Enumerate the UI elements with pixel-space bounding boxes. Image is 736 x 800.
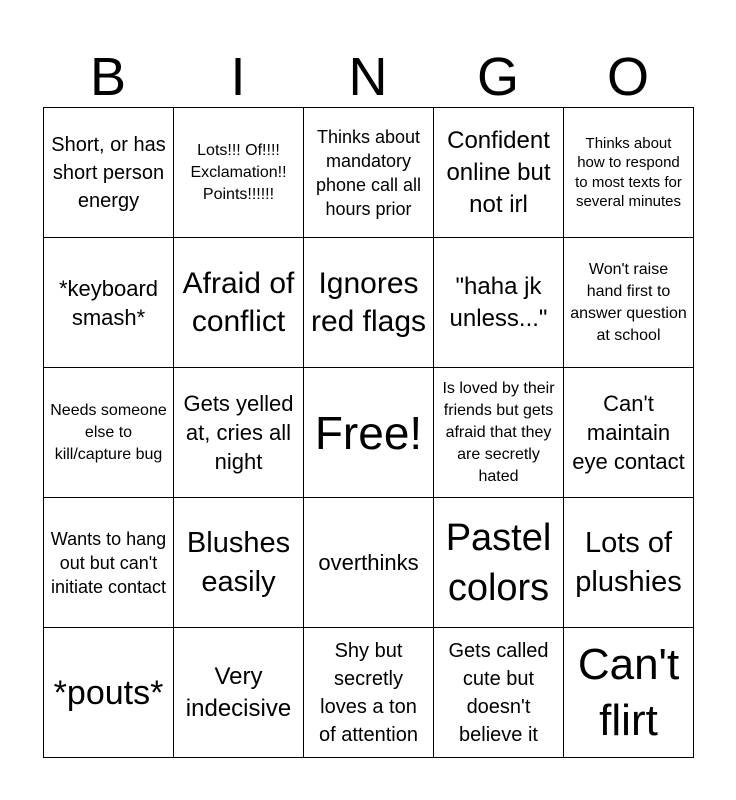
bingo-header bbox=[43, 48, 693, 106]
bingo-cell[interactable]: Can't flirt bbox=[564, 628, 694, 758]
bingo-cell[interactable]: Blushes easily bbox=[174, 498, 304, 628]
board-row bbox=[44, 368, 694, 498]
bingo-cell[interactable]: Confident online but not irl bbox=[434, 108, 564, 238]
bingo-cell[interactable]: Short, or has short person energy bbox=[44, 108, 174, 238]
board-row bbox=[44, 498, 694, 628]
bingo-cell[interactable]: "haha jk unless..." bbox=[434, 238, 564, 368]
bingo-cell[interactable]: Ignores red flags bbox=[304, 238, 434, 368]
header-letter-i: I bbox=[230, 47, 246, 107]
bingo-cell[interactable]: Gets yelled at, cries all night bbox=[174, 368, 304, 498]
bingo-cell[interactable]: Won't raise hand first to answer question at school bbox=[564, 238, 694, 368]
header-letter-n: N bbox=[348, 47, 388, 107]
header-letter-g: G bbox=[476, 47, 519, 107]
bingo-cell[interactable]: Thinks about how to respond to most texts for several minutes bbox=[564, 108, 694, 238]
bingo-cell[interactable]: Wants to hang out but can't initiate contact bbox=[44, 498, 174, 628]
bingo-cell[interactable]: Afraid of conflict bbox=[174, 238, 304, 368]
bingo-cell[interactable]: Lots!!! Of!!!! Exclamation!! Points!!!!!! bbox=[174, 108, 304, 238]
bingo-cell[interactable]: Shy but secretly loves a ton of attention bbox=[304, 628, 434, 758]
bingo-cell[interactable]: Lots of plushies bbox=[564, 498, 694, 628]
bingo-cell[interactable]: overthinks bbox=[304, 498, 434, 628]
bingo-cell[interactable]: Is loved by their friends but gets afraid that they are secretly hated bbox=[434, 368, 564, 498]
bingo-cell[interactable]: Can't maintain eye contact bbox=[564, 368, 694, 498]
board-row bbox=[44, 108, 694, 238]
header-letter-b: B bbox=[89, 47, 127, 107]
free-space[interactable]: Free! bbox=[304, 368, 434, 498]
board-row bbox=[44, 628, 694, 758]
bingo-cell[interactable]: Thinks about mandatory phone call all hours prior bbox=[304, 108, 434, 238]
header-letter-o: O bbox=[606, 47, 649, 107]
bingo-cell[interactable]: Pastel colors bbox=[434, 498, 564, 628]
bingo-cell[interactable]: Very indecisive bbox=[174, 628, 304, 758]
bingo-cell[interactable]: *keyboard smash* bbox=[44, 238, 174, 368]
bingo-cell[interactable]: Gets called cute but doesn't believe it bbox=[434, 628, 564, 758]
board-row bbox=[44, 238, 694, 368]
bingo-cell[interactable]: Needs someone else to kill/capture bug bbox=[44, 368, 174, 498]
bingo-board bbox=[43, 107, 694, 758]
bingo-cell[interactable]: *pouts* bbox=[44, 628, 174, 758]
